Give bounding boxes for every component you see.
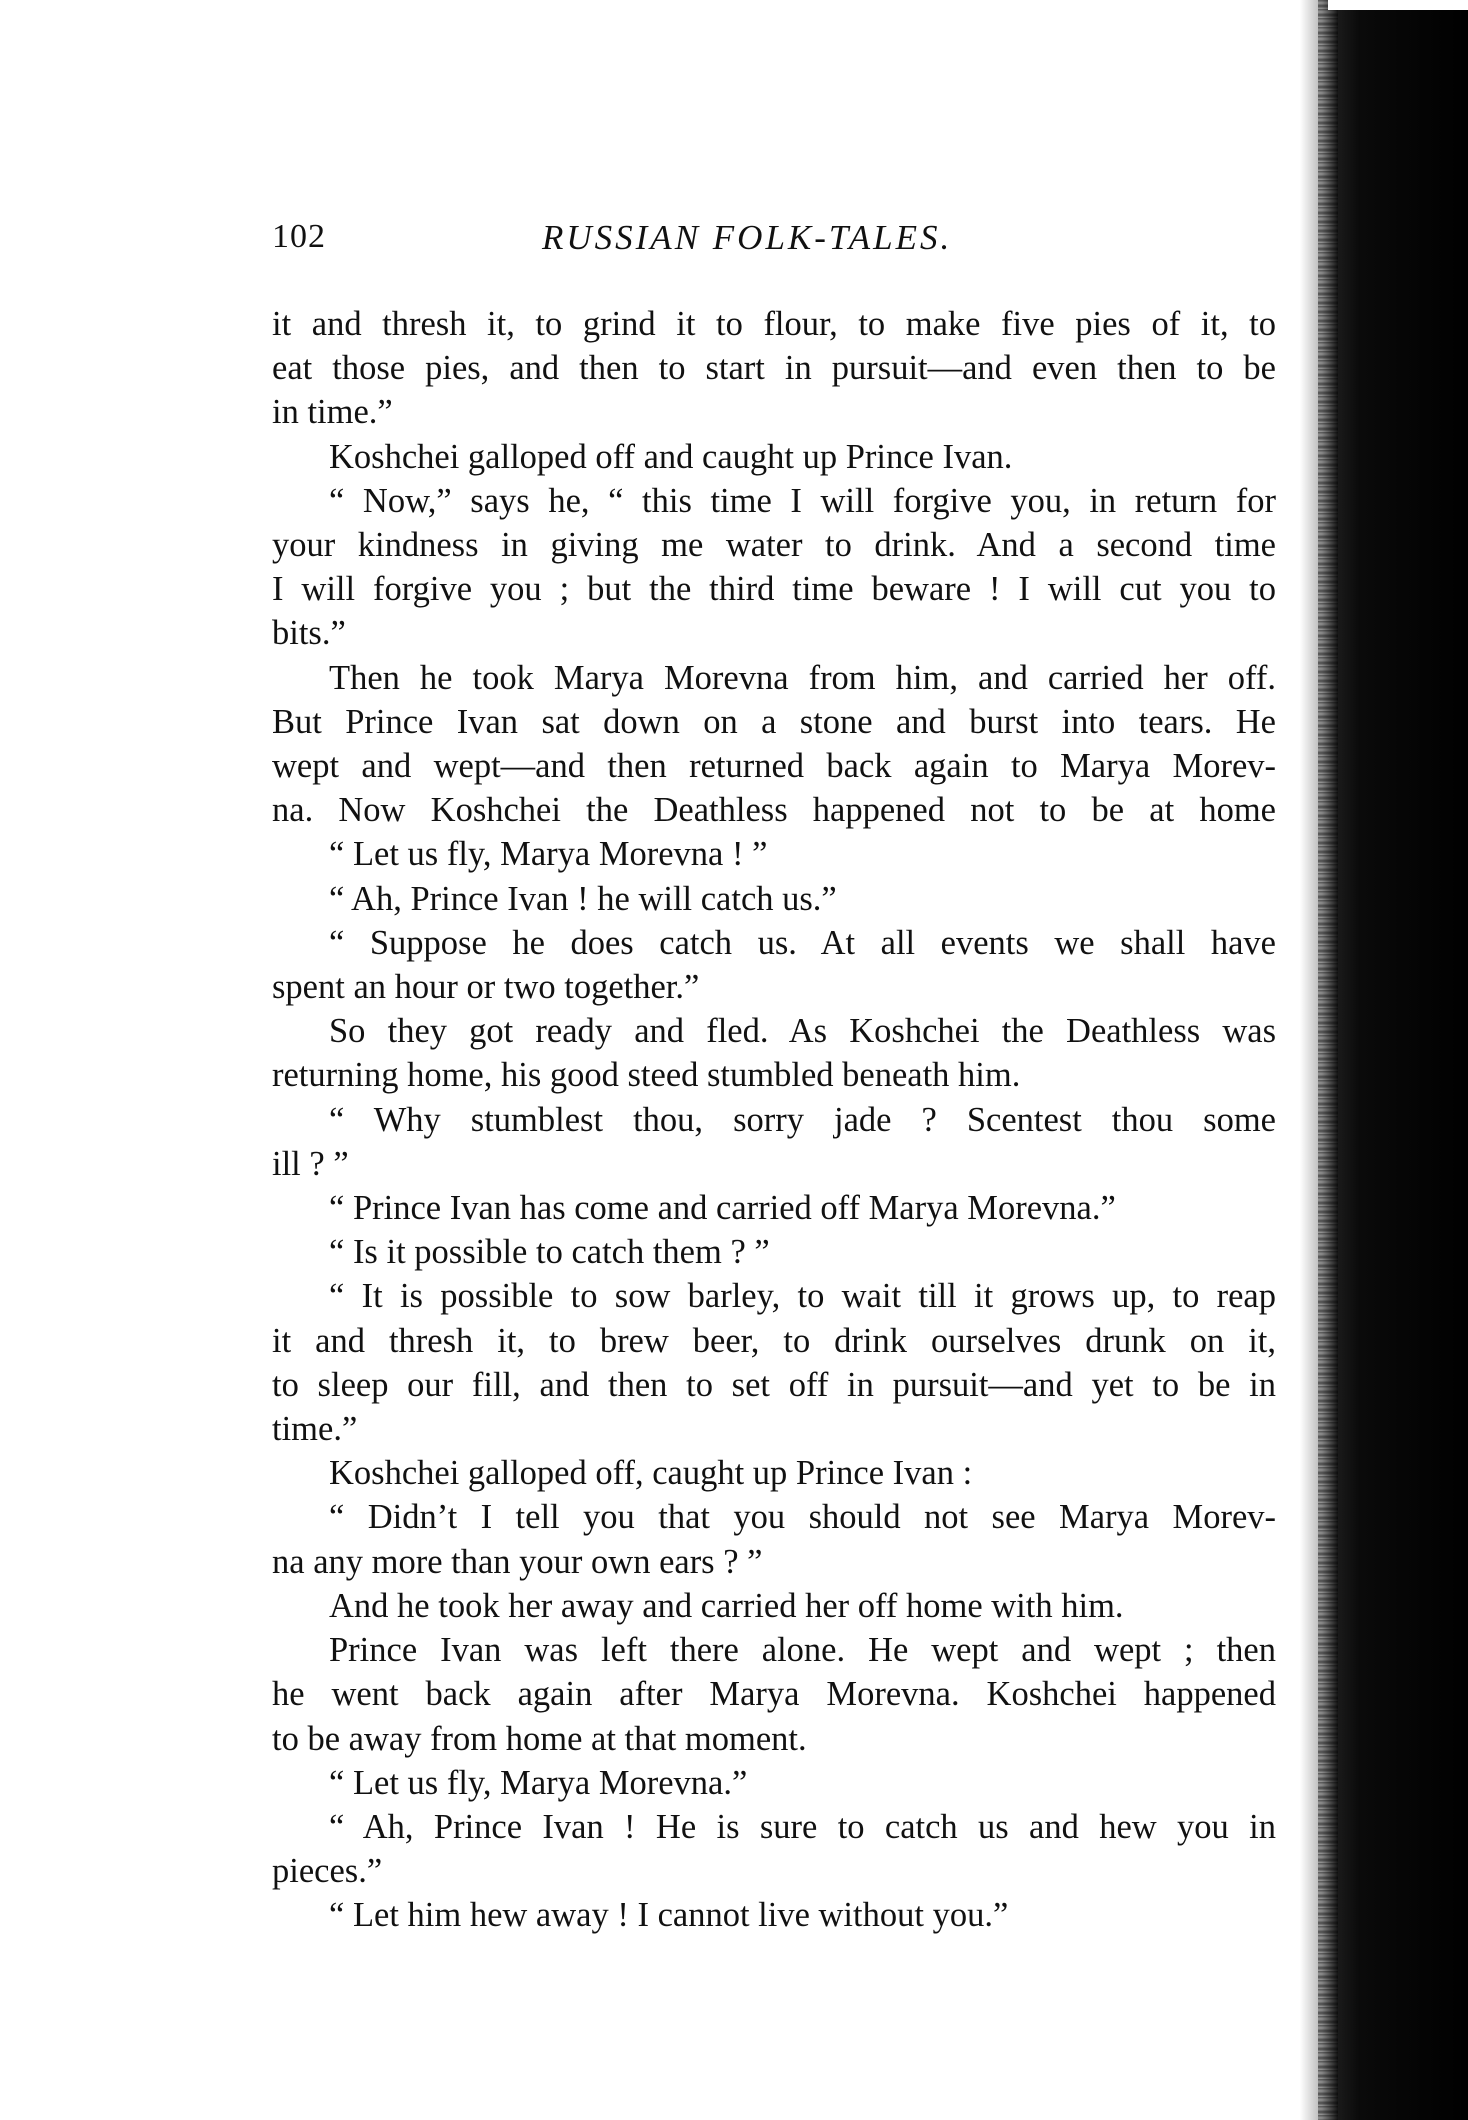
body-text bbox=[272, 302, 1276, 1938]
text-line: “ Prince Ivan has come and carried off Marya Morevna.” bbox=[329, 1189, 1116, 1228]
text-line: returning home, his good steed stumbled beneath him. bbox=[272, 1056, 1021, 1095]
text-line: to sleep our fill, and then to set off in pursuit—and yet to be in bbox=[272, 1365, 1276, 1404]
text-line: Koshchei galloped off, caught up Prince Ivan : bbox=[329, 1454, 973, 1493]
text-line: spent an hour or two together.” bbox=[272, 968, 700, 1007]
text-line: time.” bbox=[272, 1410, 358, 1449]
text-line: eat those pies, and then to start in pursuit—and even then to be bbox=[272, 349, 1276, 388]
text-line: And he took her away and carried her off home with him. bbox=[329, 1586, 1124, 1625]
text-line: it and thresh it, to brew beer, to drink ourselves drunk on it, bbox=[272, 1321, 1276, 1360]
text-line: it and thresh it, to grind it to flour, to make five pies of it, to bbox=[272, 305, 1276, 343]
text-line: in time.” bbox=[272, 393, 393, 432]
text-line: wept and wept—and then returned back again to Marya Morev- bbox=[272, 747, 1276, 786]
text-line: So they got ready and fled. As Koshchei the Deathless was bbox=[329, 1012, 1276, 1051]
text-line: “ Suppose he does catch us. At all events we shall have bbox=[329, 923, 1276, 962]
text-line: Prince Ivan was left there alone. He wept and wept ; then bbox=[329, 1631, 1276, 1670]
text-line: Then he took Marya Morevna from him, and carried her off. bbox=[329, 658, 1276, 697]
text-line: “ Is it possible to catch them ? ” bbox=[329, 1233, 770, 1272]
text-line: Koshchei galloped off and caught up Prince Ivan. bbox=[329, 437, 1013, 476]
text-line: bits.” bbox=[272, 614, 346, 653]
text-line: your kindness in giving me water to drink. And a second time bbox=[272, 526, 1276, 565]
text-line: pieces.” bbox=[272, 1852, 383, 1891]
text-line: “ Let us fly, Marya Morevna ! ” bbox=[329, 835, 768, 874]
text-line: “ Why stumblest thou, sorry jade ? Scentest thou some bbox=[329, 1100, 1276, 1139]
spine-texture bbox=[1318, 0, 1338, 2120]
page-number: 102 bbox=[272, 218, 326, 255]
text-line: I will forgive you ; but the third time beware ! I will cut you to bbox=[272, 570, 1276, 609]
spine-top-edge bbox=[1328, 0, 1468, 10]
text-line: to be away from home at that moment. bbox=[272, 1719, 807, 1758]
text-line: ill ? ” bbox=[272, 1144, 349, 1183]
text-line: na any more than your own ears ? ” bbox=[272, 1542, 763, 1581]
text-line: “ Ah, Prince Ivan ! He is sure to catch us and hew you in bbox=[329, 1807, 1276, 1846]
text-line: “ Now,” says he, “ this time I will forgive you, in return for bbox=[329, 481, 1276, 520]
text-line: he went back again after Marya Morevna. Koshchei happened bbox=[272, 1675, 1276, 1714]
text-line: “ Let us fly, Marya Morevna.” bbox=[329, 1763, 748, 1802]
text-line: But Prince Ivan sat down on a stone and burst into tears. He bbox=[272, 702, 1276, 741]
text-line: “ Ah, Prince Ivan ! he will catch us.” bbox=[329, 879, 837, 918]
text-line: na. Now Koshchei the Deathless happened not to be at home bbox=[272, 791, 1276, 830]
text-line: “ Didn’t I tell you that you should not see Marya Morev- bbox=[329, 1498, 1276, 1537]
text-line: “ Let him hew away ! I cannot live without you.” bbox=[329, 1896, 1009, 1935]
page-header bbox=[272, 218, 1282, 268]
text-line: “ It is possible to sow barley, to wait till it grows up, to reap bbox=[329, 1277, 1276, 1316]
running-title: RUSSIAN FOLK-TALES. bbox=[542, 218, 953, 257]
